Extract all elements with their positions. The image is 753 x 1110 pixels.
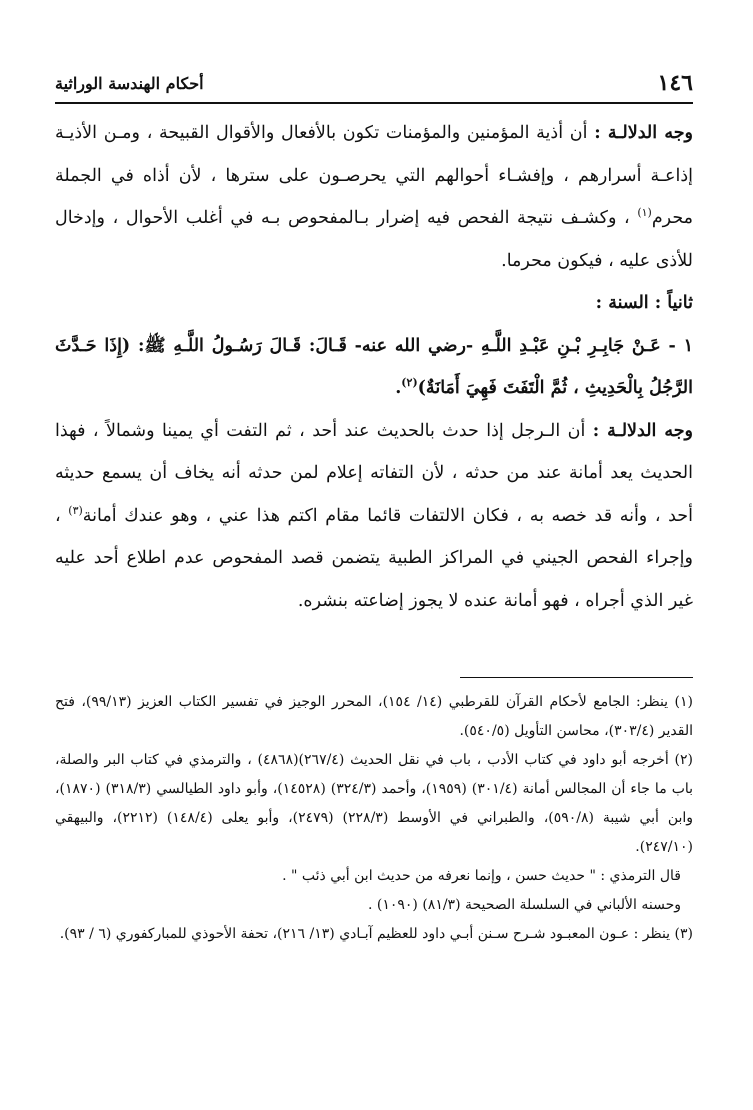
- footnote-3: (٣) ينظر : عـون المعبـود شـرح سـنن أبـي داود للعظيم آبـادي (١٣/ ٢١٦)، تحفة الأحوذي للمباركفوري (٦ / ٩٣).: [59, 926, 693, 942]
- footnote-1: (١) ينظر: الجامع لأحكام القرآن للقرطبي (١٤/ ١٥٤)، المحرر الوجيز في تفسير الكتاب العزيز (٩٩/١٣)، فتح القدير (٣٠٣/٤)، محاسن التأويل (٥٤٠/٥).: [55, 694, 693, 739]
- footnote-divider: [460, 677, 693, 678]
- running-title: أحكام الهندسة الوراثية: [55, 74, 204, 93]
- indication-label: وجه الدلالـة :: [592, 420, 693, 441]
- footnote-reference: (٣): [68, 503, 83, 517]
- hadith-paragraph: [55, 325, 693, 410]
- footnote-reference: (١): [637, 206, 652, 220]
- paragraph-indication-2: [55, 410, 693, 623]
- main-text: [55, 112, 693, 622]
- footnotes: [55, 688, 693, 949]
- page-header: [55, 68, 693, 104]
- footnote-2-tirmidhi: قال الترمذي : " حديث حسن ، وإنما نعرفه من حديث ابن أبي ذئب " .: [282, 868, 681, 884]
- footnote-2: (٢) أخرجه أبو داود في كتاب الأدب ، باب في نقل الحديث (٢٦٧/٤)(٤٨٦٨) ، والترمذي في كتاب البر والصلة، باب ما جاء أن المجالس أمانة (٣٠١/٤) (١٩٥٩)، وأحمد (٣٢٤/٣) (١٤٥٢٨)، وأبو داود الطيالسي (٣١٨/٣) (١٨٧٠)، وابن أبي شيبة (٥٩٠/٨)، والطبراني في الأوسط (٢٢٨/٣) (٢٤٧٩)، وأبو يعلى (١٤٨/٤) (٢٢١٢)، والبيهقي (٢٤٧/١٠).: [55, 752, 694, 855]
- paragraph-text: أن أذية المؤمنين والمؤمنات تكون بالأفعال والأقوال القبيحة ، ومـن الأذيـة إذاعـة أسرارهم ، وإفشـاء أحوالهم التي يحرصـون على سترها ، لأن أذاه في الجملة محرم: [55, 123, 693, 228]
- paragraph-text: ، وإجراء الفحص الجيني في المراكز الطبية يتضمن قصد المفحوص عدم اطلاع أحد عليه غير الذي أجراه ، فهو أمانة عنده لا يجوز إضاعته بنشره.: [55, 505, 693, 611]
- hadith-intro: ١ - عَـنْ جَابِـرِ بْـنِ عَبْـدِ اللَّـهِ -رضي الله عنه- قَـالَ: قَـالَ رَسُـولُ اللَّـهِ ﷺ:: [130, 335, 694, 356]
- paragraph-indication-1: [55, 112, 693, 282]
- hadith-quote: (إِذَا حَـدَّثَ الرَّجُلُ بِالْحَدِيثِ ، ثُمَّ الْتَفَتَ فَهِيَ أَمَانَةٌ): [55, 335, 693, 398]
- page-number: ١٤٦: [657, 70, 693, 96]
- full-stop: .: [395, 378, 402, 398]
- footnote-2-albani: وحسنه الألباني في السلسلة الصحيحة (٨١/٣) (١٠٩٠) .: [367, 897, 681, 913]
- section-heading: ثانياً : السنة :: [595, 293, 693, 313]
- paragraph-text: ، وكشـف نتيجة الفحص فيه إضرار بـالمفحوص بـه في أغلب الأحوال ، وإدخال للأذى عليه ، فيكون محرما.: [55, 208, 693, 271]
- indication-label: وجه الدلالـة :: [594, 123, 694, 143]
- paragraph-text: أن الـرجل إذا حدث بالحديث عند أحد ، ثم التفت أي يمينا وشمالاً ، فهذا الحديث يعد أمانة عند من حدثه ، لأن التفاته إعلام لمن حدثه أنه يخاف أن يسمع حديثه أحد ، وأنه قد خصه به ، فكان الالتفات قائما مقام اكتم هذا عني ، وهو عندك أمانة: [55, 420, 693, 526]
- footnote-reference: (٢): [401, 376, 418, 390]
